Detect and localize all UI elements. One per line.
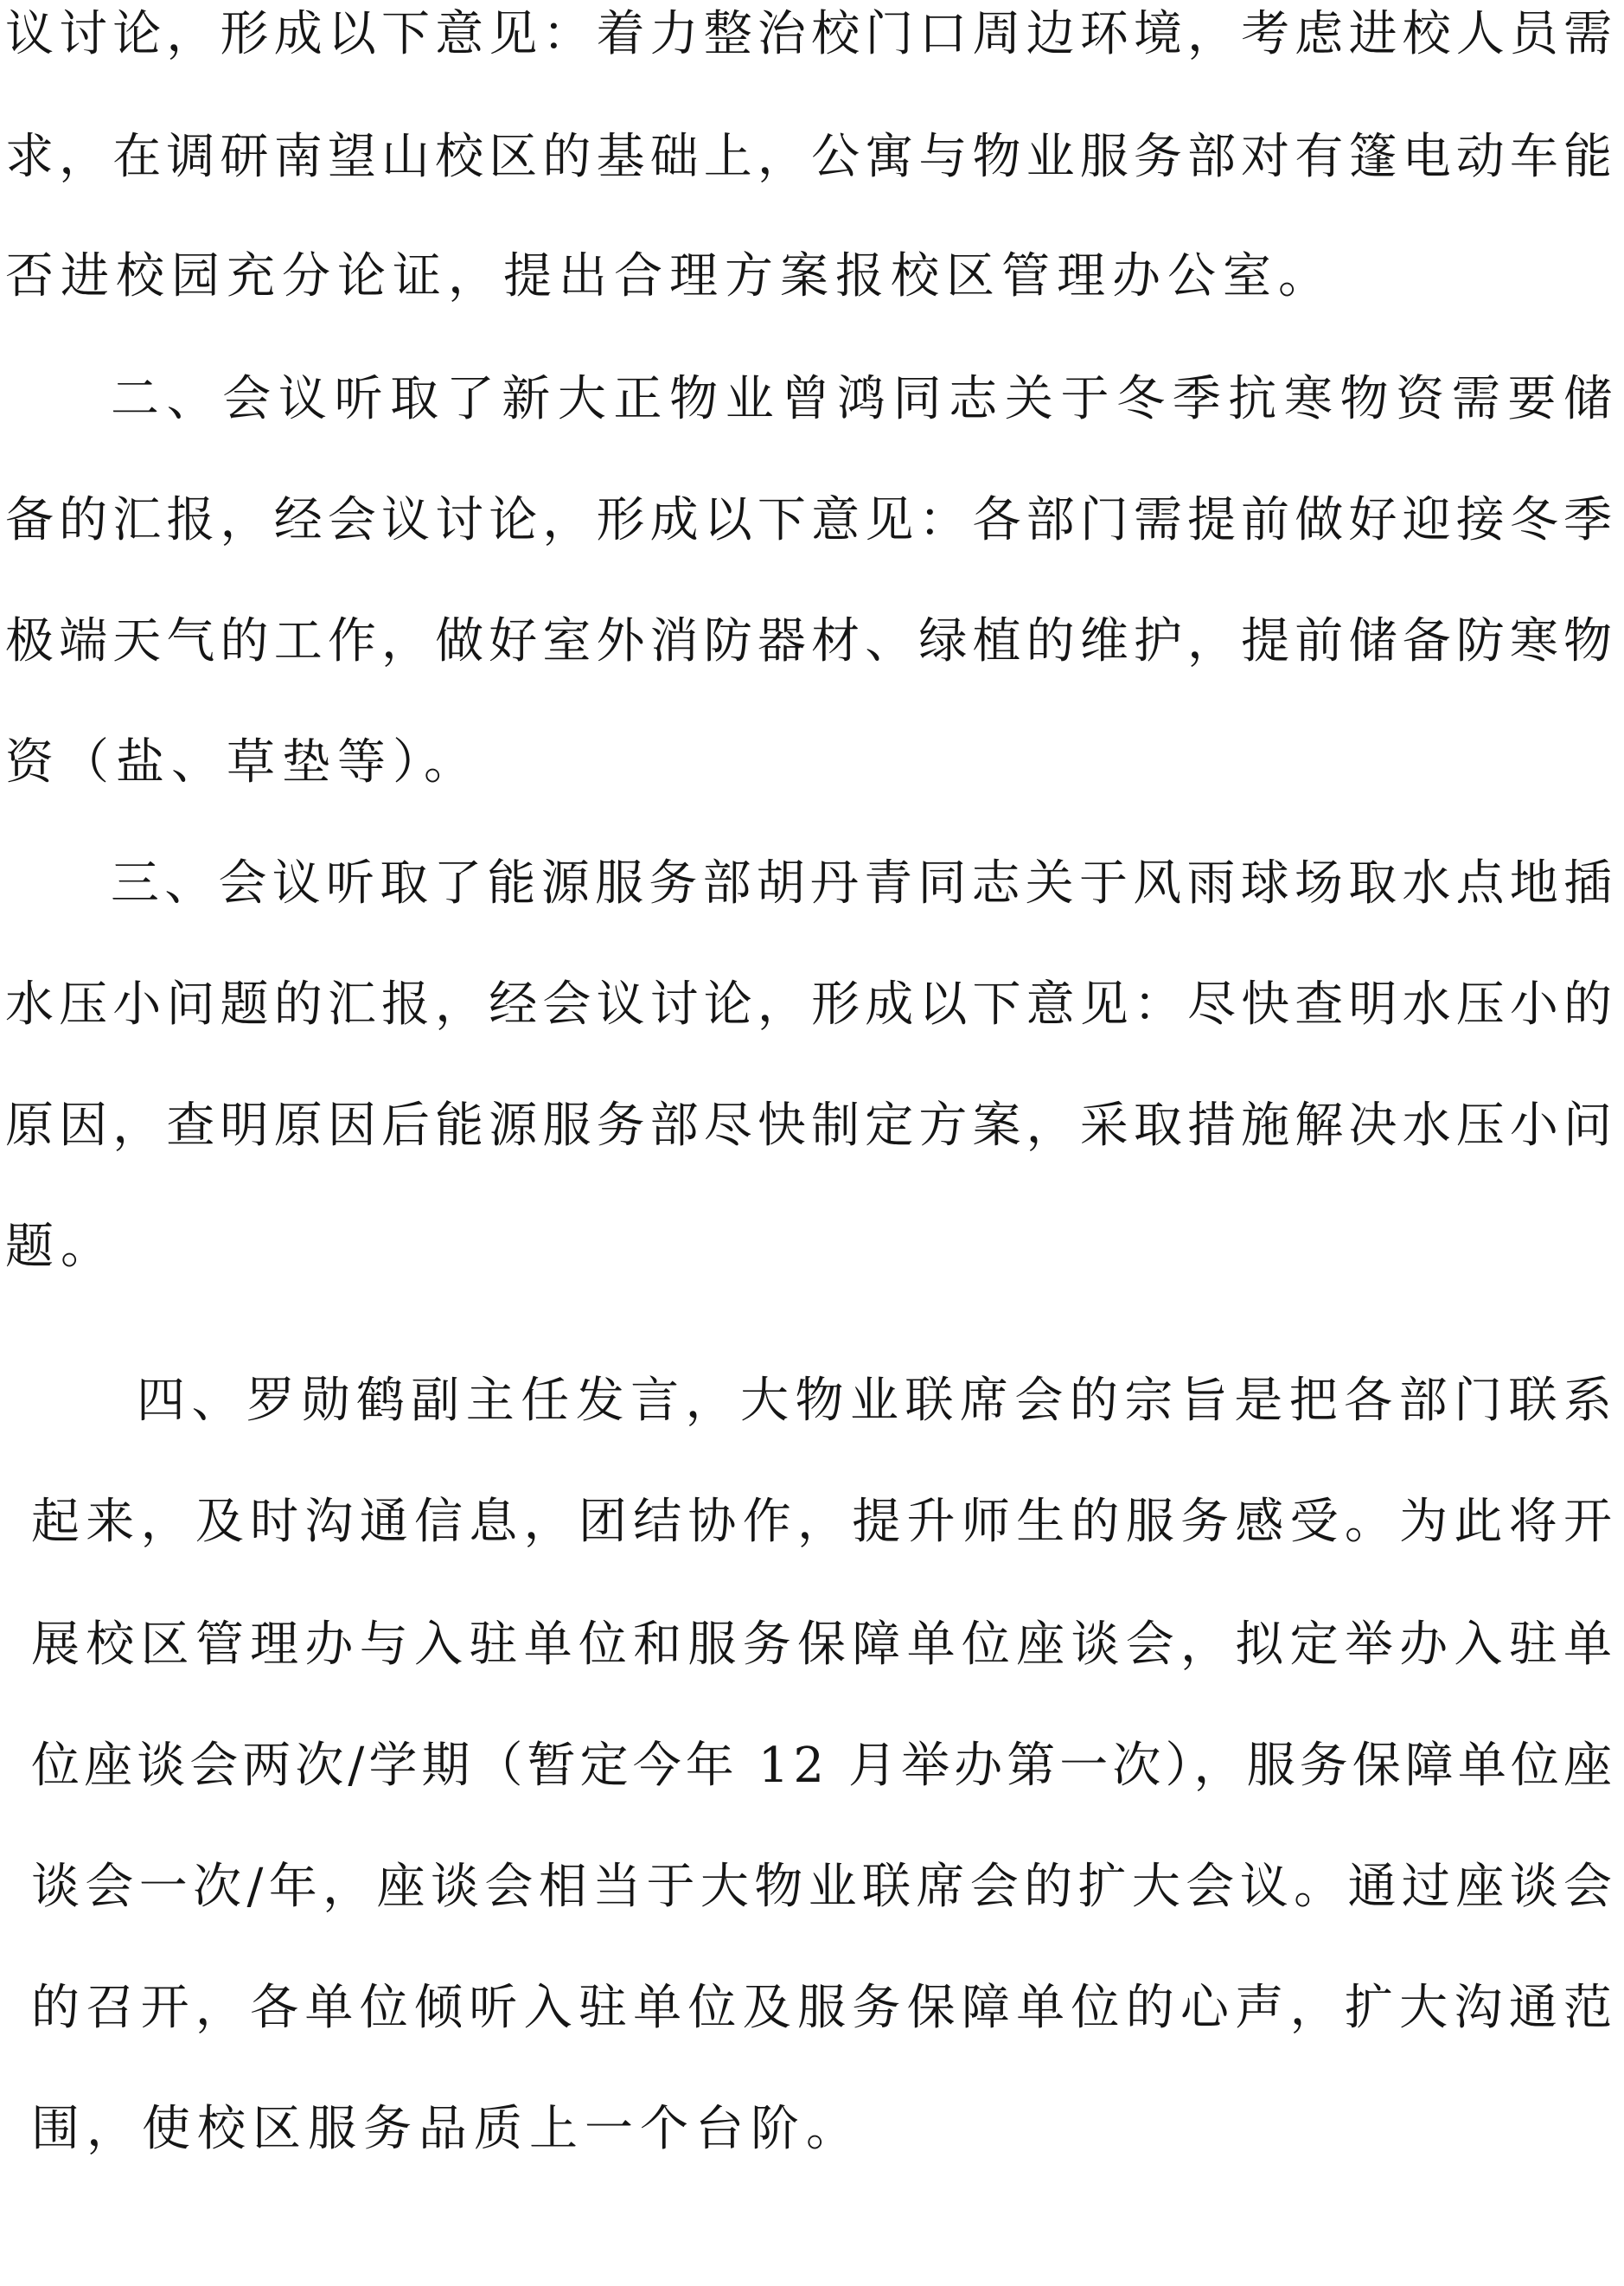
body-line: 起来，及时沟通信息，团结协作，提升师生的服务感受。为此将开 [31,1494,1619,1550]
body-line: 围，使校区服务品质上一个台阶。 [31,2101,861,2157]
body-line: 议讨论，形成以下意见：着力整治校门口周边环境，考虑进校人员需 [5,6,1618,62]
body-line: 位座谈会两次/学期（暂定今年 12 月举办第一次），服务保障单位座 [31,1738,1617,1794]
body-line: 否进校园充分论证，提出合理方案报校区管理办公室。 [5,248,1333,304]
body-line: 资（盐、草垫等）。 [5,734,479,791]
body-line: 展校区管理办与入驻单位和服务保障单位座谈会，拟定举办入驻单 [31,1617,1619,1673]
body-line: 四、罗勋鹤副主任发言，大物业联席会的宗旨是把各部门联系 [137,1373,1619,1429]
body-line: 谈会一次/年，座谈会相当于大物业联席会的扩大会议。通过座谈会 [31,1859,1618,1915]
body-line: 原因，查明原因后能源服务部尽快制定方案，采取措施解决水压小问 [5,1098,1618,1154]
body-line: 的召开，各单位倾听入驻单位及服务保障单位的心声，扩大沟通范 [31,1980,1619,2036]
body-line: 极端天气的工作，做好室外消防器材、绿植的维护，提前储备防寒物 [5,613,1618,669]
body-line: 求，在调研南望山校区的基础上，公寓与物业服务部对有篷电动车能 [5,129,1618,185]
body-line: 水压小问题的汇报，经会议讨论，形成以下意见：尽快查明水压小的 [5,977,1618,1033]
body-line: 三、会议听取了能源服务部胡丹青同志关于风雨球场取水点地插 [111,855,1618,912]
body-line: 题。 [5,1219,116,1275]
body-line: 备的汇报，经会议讨论，形成以下意见：各部门需提前做好迎接冬季 [5,492,1618,548]
body-line: 二、会议听取了新大正物业曾鸿同志关于冬季抗寒物资需要储 [111,371,1620,427]
